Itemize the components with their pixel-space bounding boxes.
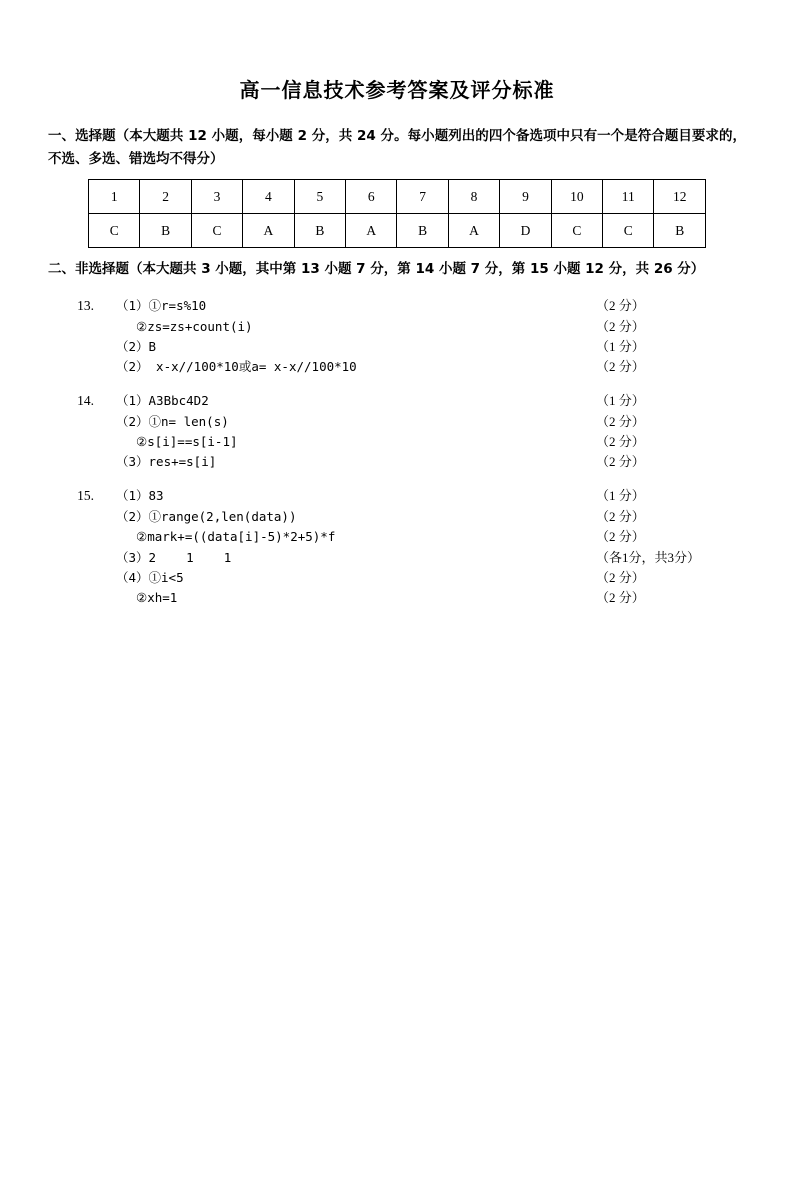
- answer-cell: C: [191, 214, 242, 248]
- answer-cell: A: [448, 214, 499, 248]
- answer-cell: B: [140, 214, 191, 248]
- answer-score: （2 分）: [596, 569, 645, 585]
- answer-cell: B: [397, 214, 448, 248]
- answer-question-number: 14.: [77, 393, 94, 408]
- question-number-cell: 3: [191, 180, 242, 214]
- document-page: [0, 74, 794, 1197]
- answer-block: [48, 486, 746, 608]
- answer-text: （1）①r=s%10: [116, 297, 207, 313]
- answer-score: （2 分）: [596, 413, 645, 429]
- answer-line: [48, 527, 746, 547]
- question-number-cell: 4: [243, 180, 294, 214]
- answer-line: [48, 296, 746, 317]
- answer-score: （1 分）: [596, 393, 645, 408]
- answer-line: [48, 412, 746, 432]
- answer-text: （1）A3Bbc4D2: [116, 393, 209, 408]
- answer-cell: A: [243, 214, 294, 248]
- answer-line: [48, 452, 746, 472]
- question-number-cell: 10: [551, 180, 602, 214]
- answer-block: [48, 296, 746, 377]
- answer-question-number: 15.: [77, 488, 94, 504]
- answer-text: （2）①range(2,len(data)): [116, 509, 297, 525]
- answer-score: （2 分）: [596, 454, 645, 470]
- answer-text: （2） x-x//100*10或a= x-x//100*10: [116, 358, 357, 374]
- answer-score: （1 分）: [596, 488, 645, 504]
- answer-question-number: 13.: [77, 297, 94, 313]
- answer-cell: D: [500, 214, 551, 248]
- answer-line: [48, 507, 746, 527]
- section-heading-noncho: 二、非选择题（本大题共 3 小题，其中第 13 小题 7 分，第 14 小题 7 分，第 15 小题 12 分，共 26 分）: [48, 261, 705, 278]
- answer-text: （3）res+=s[i]: [116, 454, 217, 470]
- section-heading-choice: 一、选择题（本大题共 12 小题，每小题 2 分，共 24 分。每小题列出的四个备选项中只有一个是符合题目要求的，不选、多选、错选均不得分）: [48, 128, 746, 168]
- answer-score: （2 分）: [596, 509, 645, 525]
- answer-line: [48, 432, 746, 452]
- answer-key-table: [88, 179, 706, 248]
- answer-score: （各1分，共3分）: [596, 549, 701, 565]
- question-number-cell: 2: [140, 180, 191, 214]
- answer-line: [48, 317, 746, 337]
- answer-key-table-wrapper: [48, 179, 746, 248]
- question-number-cell: 8: [448, 180, 499, 214]
- answer-text: ②zs=zs+count(i): [136, 318, 253, 334]
- question-number-cell: 5: [294, 180, 345, 214]
- answer-block: [48, 391, 746, 472]
- table-row-answers: [89, 214, 706, 248]
- answer-line: [48, 548, 746, 568]
- answer-cell: C: [551, 214, 602, 248]
- page-title: 高一信息技术参考答案及评分标准: [239, 78, 555, 102]
- answer-score: （1 分）: [596, 338, 645, 354]
- answer-line: [48, 391, 746, 412]
- answer-line: [48, 486, 746, 507]
- answer-cell: A: [346, 214, 397, 248]
- answer-text: （1）83: [116, 488, 164, 504]
- answer-score: （2 分）: [596, 318, 645, 334]
- answer-text: （3）2 1 1: [116, 549, 232, 565]
- answer-text: ②mark+=((data[i]-5)*2+5)*f: [136, 529, 336, 545]
- answer-score: （2 分）: [596, 529, 645, 545]
- answer-score: （2 分）: [596, 358, 645, 374]
- question-number-cell: 11: [603, 180, 654, 214]
- answer-score: （2 分）: [596, 297, 645, 313]
- answer-score: （2 分）: [596, 434, 645, 450]
- answer-score: （2 分）: [596, 589, 645, 605]
- answer-cell: B: [294, 214, 345, 248]
- table-row-numbers: [89, 180, 706, 214]
- answer-line: [48, 337, 746, 357]
- answer-line: [48, 568, 746, 588]
- answer-text: （4）①i<5: [116, 569, 184, 585]
- answer-cell: C: [89, 214, 140, 248]
- answer-line: [48, 588, 746, 608]
- answer-cell: B: [654, 214, 706, 248]
- answer-text: （2）①n= len(s): [116, 413, 229, 429]
- question-number-cell: 9: [500, 180, 551, 214]
- question-number-cell: 12: [654, 180, 706, 214]
- answer-line: [48, 357, 746, 377]
- answer-cell: C: [603, 214, 654, 248]
- question-number-cell: 7: [397, 180, 448, 214]
- answer-text: ②s[i]==s[i-1]: [136, 434, 238, 450]
- answer-text: ②xh=1: [136, 589, 178, 605]
- question-number-cell: 1: [89, 180, 140, 214]
- answer-text: （2）B: [116, 338, 157, 354]
- question-number-cell: 6: [346, 180, 397, 214]
- answers-list: [48, 296, 746, 608]
